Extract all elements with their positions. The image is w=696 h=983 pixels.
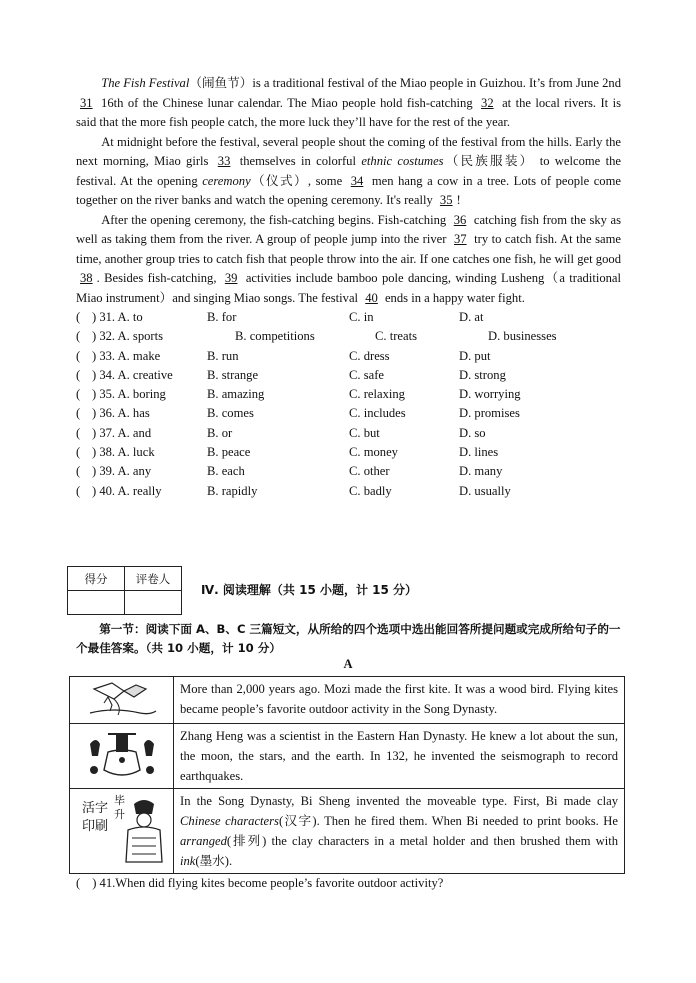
section-title: Ⅳ. 阅读理解（共 15 小题，计 15 分） [201, 583, 418, 597]
paragraph-1: The Fish Festival（闹鱼节）is a traditional festival of the Miao people in Guizhou. It’s from June 2nd 31 16th of the Chinese lunar calendar. The Miao people hold fish-catching 32 at the local rivers. It is said that the more fish people catch, the more luck they’ll have for the rest of the year. [76, 76, 622, 129]
question-31: ( ) 31. A. to B. for C. in D. at [76, 310, 484, 324]
blank-40: 40 [365, 290, 378, 305]
grader-label: 评卷人 [125, 567, 182, 591]
passage-a-row [70, 789, 625, 874]
score-label: 得分 [68, 567, 125, 591]
kite-illustration-cell [70, 677, 174, 724]
question-36: ( ) 36. A. has B. comes C. includes D. promises [76, 406, 520, 421]
blank-34: 34 [350, 173, 364, 188]
passage-a-row [70, 677, 625, 724]
score-box [67, 566, 182, 615]
seismograph-illustration [78, 726, 166, 780]
seismograph-text: Zhang Heng was a scientist in the Eastern Han Dynasty. He knew a lot about the sun, the moon, the stars, and the earth. In 132, he invented the seismograph to record earthquakes. [174, 724, 625, 789]
question-37: ( ) 37. A. and B. or C. but D. so [76, 425, 486, 440]
question-39: ( ) 39. A. any B. each C. other D. many [76, 464, 503, 479]
blank-33: 33 [217, 154, 231, 168]
passage-a-title: A [343, 657, 353, 671]
passage-a-row [70, 724, 625, 789]
blank-35: 35 [439, 193, 453, 207]
seismograph-illustration-cell [70, 724, 174, 789]
blank-36: 36 [453, 212, 467, 227]
kite-illustration [84, 677, 160, 717]
blank-31: 31 [80, 95, 93, 110]
printing-text: In the Song Dynasty, Bi Sheng invented the moveable type. First, Bi made clay Chinese characters(汉字). Then he fired them. When Bi needed to print books. He arranged(排列) the clay characters in a metal holder and then brushed them with ink(墨水). [174, 789, 625, 874]
svg-text:毕: 毕 [113, 794, 125, 807]
question-32: ( ) 32. A. sports B. competitions C. treats D. businesses [76, 329, 557, 344]
section-instructions: 第一节：阅读下面 A、B、C 三篇短文，从所给的四个选项中选出能回答所提问题或完成所给句子的一个最佳答案。（共 10 小题，计 10 分） [76, 622, 621, 655]
question-41: ( ) 41.When did flying kites become people’s favorite outdoor activity? [76, 876, 444, 890]
blank-38: 38 [80, 271, 93, 285]
grader-cell [125, 591, 182, 615]
bi-sheng-printing-illustration [76, 790, 168, 866]
question-40: ( ) 40. A. really B. rapidly C. badly D. usually [76, 483, 511, 498]
printing-illustration-cell [70, 789, 174, 874]
blank-39: 39 [224, 271, 238, 285]
cloze-passage [76, 74, 621, 501]
question-38: ( ) 38. A. luck B. peace C. money D. lines [76, 445, 499, 460]
question-34: ( ) 34. A. creative B. strange C. safe D. strong [76, 367, 506, 382]
svg-text:印刷: 印刷 [81, 819, 108, 834]
kite-text: More than 2,000 years ago. Mozi made the first kite. It was a wood bird. Flying kites became people’s favorite outdoor activity in the Song Dynasty. [174, 677, 625, 724]
blank-32: 32 [481, 95, 494, 110]
passage-a-table [69, 676, 625, 874]
blank-37: 37 [453, 232, 467, 246]
question-list [76, 308, 621, 501]
svg-text:活字: 活字 [81, 801, 108, 816]
svg-text:升: 升 [113, 808, 125, 821]
score-cell [68, 591, 125, 615]
paragraph-3: After the opening ceremony, the fish-catching begins. Fish-catching 36 catching fish from the sky as well as taking them from the river. A group of people jump into the river 37 try to catch fish. At the same time, another group tries to catch fish that people throw into the air. If one catches one fish, he will get good 38 . Besides fish-catching, 39 activities include bamboo pole dancing, winding Lusheng（a traditional Miao instrument）and singing Miao songs. The festival 40 ends in a happy water fight. [76, 212, 622, 305]
question-35: ( ) 35. A. boring B. amazing C. relaxing D. worrying [76, 387, 521, 402]
question-33: ( ) 33. A. make B. run C. dress D. put [76, 348, 491, 363]
paragraph-2: At midnight before the festival, several people shout the coming of the festival from the hills. Early the next morning, Miao girls 33 themselves in colorful ethnic costumes（民族服装） to welcome the festival. At the opening ceremony（仪式）, some 34 men hang a cow in a tree. Lots of people come together on the river banks and watch the opening ceremony. It's really 35 ! [76, 134, 621, 207]
title-italic: The Fish Festival [101, 76, 190, 90]
